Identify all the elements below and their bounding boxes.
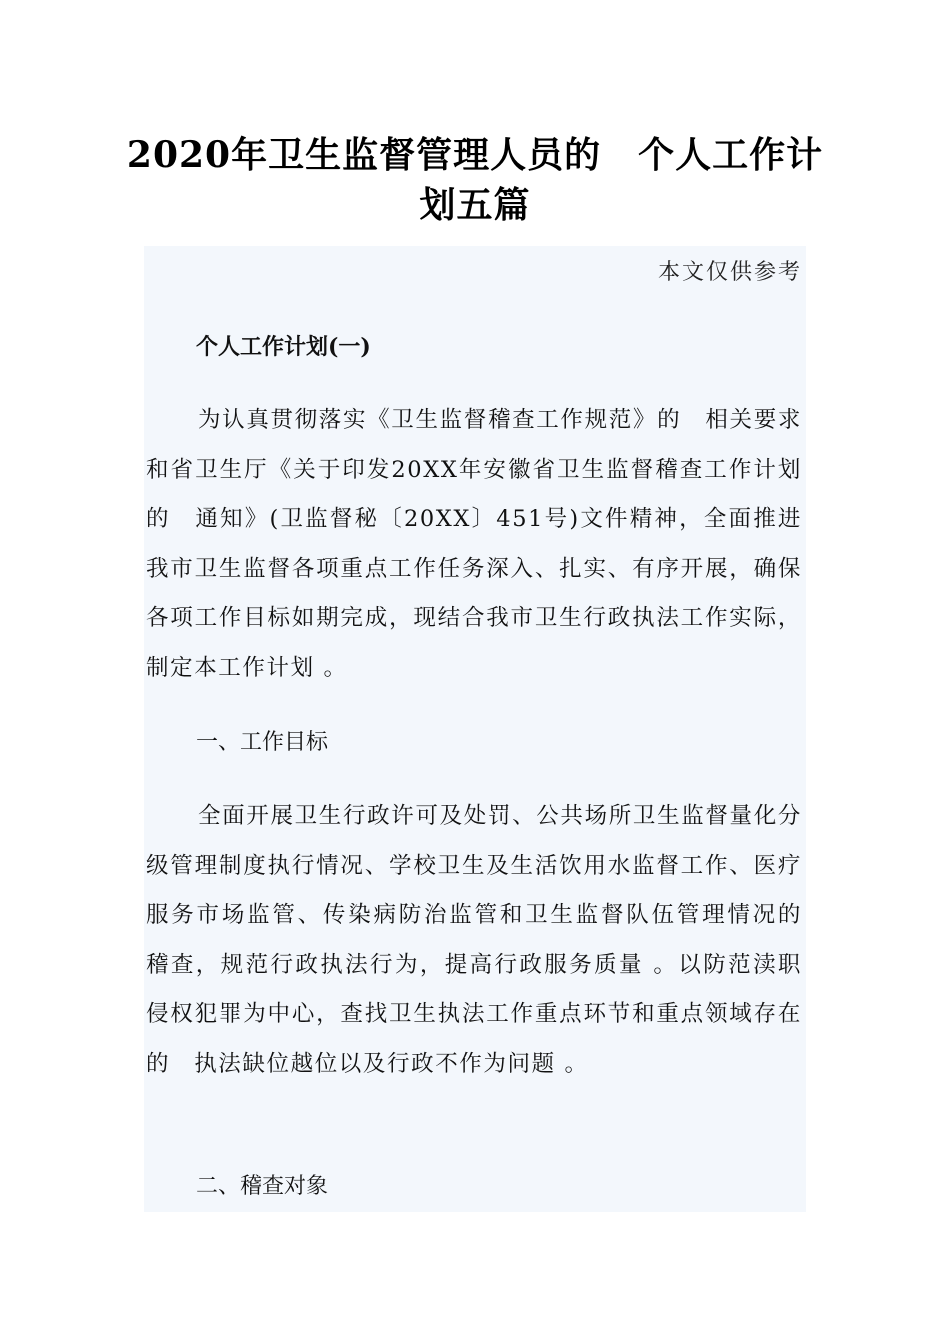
section-title: 个人工作计划(一): [196, 334, 371, 360]
paragraph-goals: 全面开展卫生行政许可及处罚、公共场所卫生监督量化分级管理制度执行情况、学校卫生及生活饮用水监督工作、医疗服务市场监管、传染病防治监管和卫生监督队伍管理情况的 稽查，规范行政执法行为，提高行政服务质量 。以防范渎职侵权犯罪为中心，查找卫生执法工作重点环节和重点领域存在的 执法缺位越位以及行政不作为问题 。: [146, 803, 827, 1077]
heading-work-goals: 一、工作目标: [196, 730, 329, 755]
paragraph-intro: 为认真贯彻落实《卫生监督稽查工作规范》的 相关要求和省卫生厅《关于印发20XX年安徽省卫生监督稽查工作计划的 通知》(卫监督秘〔20XX〕451号)文件精神，全面推进我市卫生监督各项重点工作任务深入、扎实、有序开展，确保各项工作目标如期完成，现结合我市卫生行政执法工作实际，制定本工作计划 。: [146, 407, 802, 681]
document-title: 2020年卫生监督管理人员的 个人工作计划五篇: [126, 134, 824, 226]
reference-note: 本文仅供参考: [657, 260, 802, 285]
heading-inspection-targets: 二、稽查对象: [196, 1174, 329, 1199]
document-body: [144, 246, 827, 1212]
